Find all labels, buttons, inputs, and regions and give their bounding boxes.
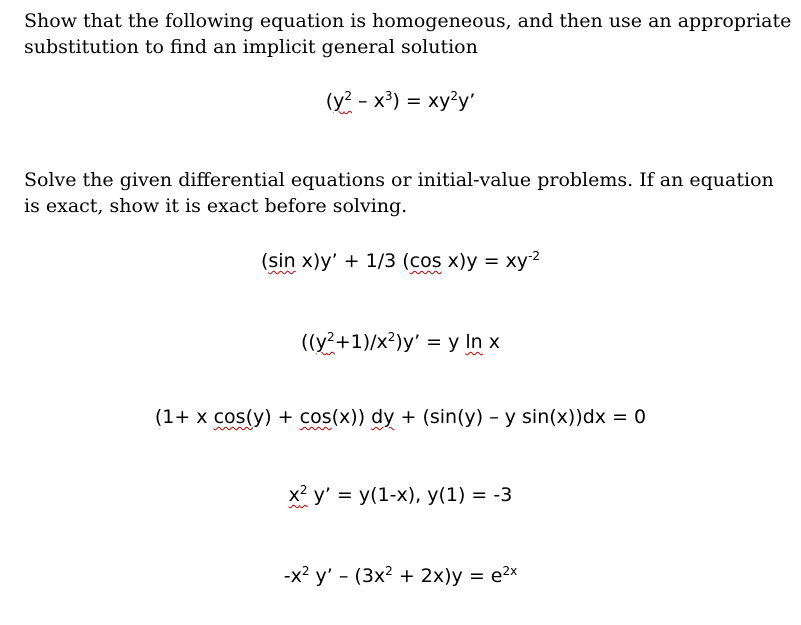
spellcheck-underline: ln [465, 331, 483, 353]
spellcheck-underline: dy [371, 406, 395, 428]
equation-4: $x^2$ y’ = y(1-x), y(1) = -3 [288, 483, 513, 506]
equation-5: $-x^2$ y’ – $(3x^2 + 2x)y = e^{2x}$ [283, 564, 518, 587]
spellcheck-underline: $y^2$ [315, 330, 335, 353]
equation-3: (1+ x cos(y) + cos(x)) dy + (sin(y) – y sin(x))dx = 0 [154, 406, 647, 428]
spellcheck-underline: cos [299, 406, 332, 428]
equation-1: (sin x)y’ + 1/3 (cos $x)y = xy^{-2}$ [260, 249, 541, 272]
spellcheck-underline: cos( [213, 406, 253, 428]
equation-2: $((y^2+1)/x^2)y$’ = y ln x [300, 330, 501, 353]
problem1-instruction: Show that the following equation is homogeneous, and then use an appropriate substitution to find an implicit general solution [24, 10, 792, 58]
spellcheck-underline: $x^2$ [288, 483, 308, 506]
problem2-instruction: Solve the given differential equations or initial-value problems. If an equation is exact, show it is exact before solving. [24, 169, 774, 217]
spellcheck-underline: cos [409, 250, 442, 272]
spellcheck-underline: sin [268, 250, 296, 272]
homogeneous-equation: $(y^2 - x^3) = xy^2y$’ [325, 89, 476, 112]
spellcheck-underline: $y^2$ [333, 89, 352, 112]
